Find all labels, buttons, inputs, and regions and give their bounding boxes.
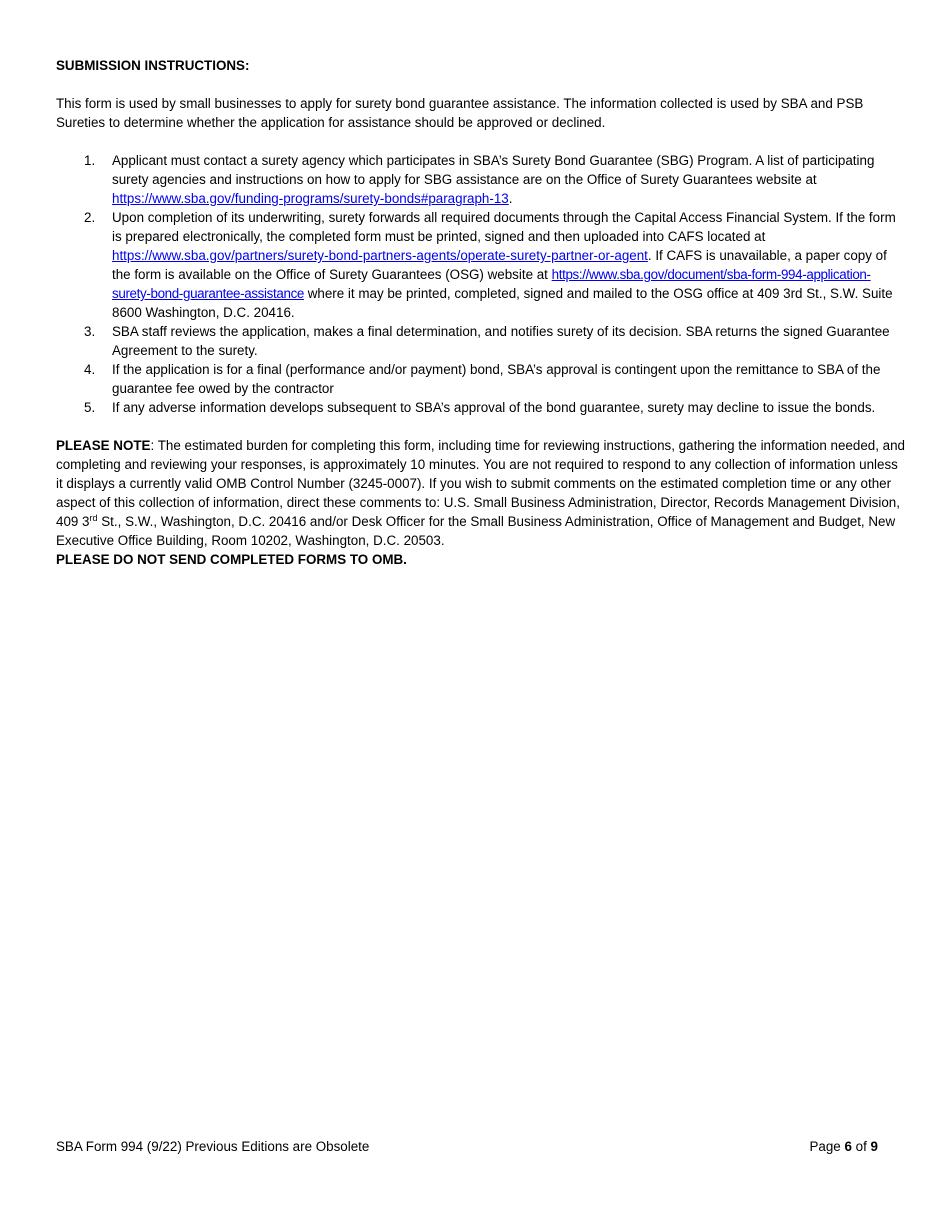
item-text: Upon completion of its underwriting, surety forwards all required documents through the Capital Access Financial System. If the form is prepared electronically, the completed form must be printed, signed and then uploaded into CAFS located at bbox=[112, 210, 896, 244]
list-number: 4. bbox=[84, 362, 96, 377]
list-number: 1. bbox=[84, 153, 96, 168]
document-page bbox=[56, 56, 908, 588]
intro-paragraph: This form is used by small businesses to apply for surety bond guarantee assistance. The information collected is used by SBA and PSB Sureties to determine whether the application for assistance should be approved or declined. bbox=[56, 96, 864, 130]
surety-bonds-link[interactable]: https://www.sba.gov/funding-programs/surety-bonds#paragraph-13 bbox=[112, 191, 509, 206]
form-edition: SBA Form 994 (9/22) Previous Editions are Obsolete bbox=[56, 1139, 370, 1154]
page-number bbox=[809, 1139, 878, 1155]
item-text: If the application is for a final (performance and/or payment) bond, SBA’s approval is contingent upon the remittance to SBA of the guarantee fee owed by the contractor bbox=[112, 362, 881, 396]
item-text: . bbox=[508, 191, 513, 206]
page-of: of bbox=[851, 1139, 871, 1154]
list-item bbox=[56, 208, 908, 322]
note-text: : The estimated burden for completing this form, including time for reviewing instructions, gathering the information needed, and completing and reviewing your responses, is approximately 10 minutes. You are not required to respond to any collection of information unless it displays a currently valid OMB Control Number (3245-0007). If you wish to submit comments on the estimated completion time or any other aspect of this collection of information, direct these comments to: U.S. Small Business Administration, Director, Records Management Division, 409 3 bbox=[56, 438, 905, 529]
instructions-list bbox=[56, 151, 908, 417]
note-label: PLEASE NOTE bbox=[56, 438, 151, 453]
list-item bbox=[56, 360, 908, 398]
list-item bbox=[56, 151, 908, 208]
burden-note bbox=[56, 436, 908, 569]
section-heading: SUBMISSION INSTRUCTIONS: bbox=[56, 58, 250, 73]
page-label: Page bbox=[809, 1139, 845, 1154]
item-text: . If CAFS is unavailable, a paper copy of the form is available on the Office of Surety Guarantees (OSG) website at bbox=[112, 248, 887, 282]
sba-form-994-link[interactable]: https://www.sba.gov/document/sba-form-994-application-surety-bond-guarantee-assistance bbox=[112, 267, 871, 301]
cafs-partner-link[interactable]: https://www.sba.gov/partners/surety-bond-partners-agents/operate-surety-partner-or-agent bbox=[112, 248, 648, 263]
list-number: 5. bbox=[84, 400, 96, 415]
page-total: 9 bbox=[870, 1139, 878, 1154]
page-current: 6 bbox=[844, 1139, 852, 1154]
omb-warning: PLEASE DO NOT SEND COMPLETED FORMS TO OMB. bbox=[56, 552, 407, 567]
list-item bbox=[56, 398, 908, 417]
list-item bbox=[56, 322, 908, 360]
item-text: Applicant must contact a surety agency which participates in SBA’s Surety Bond Guarantee (SBG) Program. A list of participating surety agencies and instructions on how to apply for SBG assistance are on the Office of Surety Guarantees website at bbox=[112, 153, 875, 187]
item-text: If any adverse information develops subsequent to SBA’s approval of the bond guarantee, surety may decline to issue the bonds. bbox=[112, 400, 876, 415]
note-superscript: rd bbox=[89, 513, 98, 523]
list-number: 3. bbox=[84, 324, 96, 339]
item-text: where it may be printed, completed, signed and mailed to the OSG office at 409 3rd St., S.W. Suite 8600 Washington, D.C. 20416. bbox=[112, 286, 893, 320]
item-text: SBA staff reviews the application, makes a final determination, and notifies surety of its decision. SBA returns the signed Guarantee Agreement to the surety. bbox=[112, 324, 890, 358]
note-text: St., S.W., Washington, D.C. 20416 and/or Desk Officer for the Small Business Administration, Office of Management and Budget, New Executive Office Building, Room 10202, Washington, D.C. 20503. bbox=[56, 514, 896, 548]
list-number: 2. bbox=[84, 210, 96, 225]
